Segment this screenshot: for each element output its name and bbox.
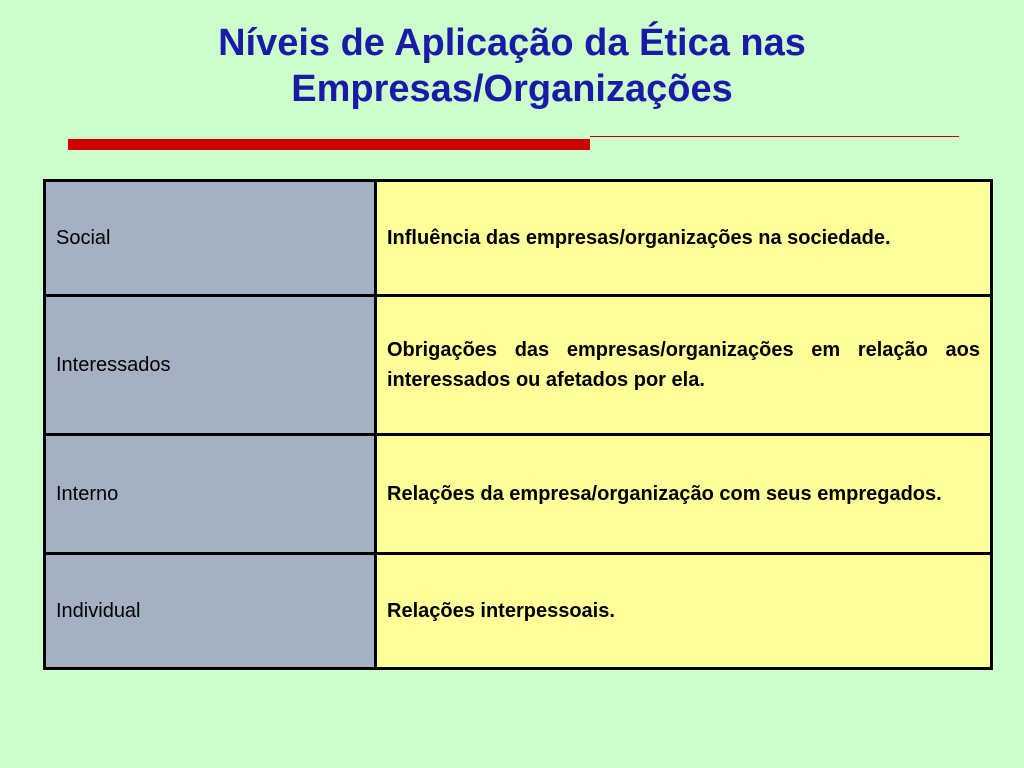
level-name-cell: Individual (45, 554, 376, 669)
slide-title (60, 20, 964, 112)
table-row (45, 554, 992, 669)
title-underline-thin (590, 136, 959, 137)
table-row (45, 435, 992, 554)
level-description-cell: Influência das empresas/organizações na sociedade. (376, 181, 992, 296)
slide-title-line-1: Níveis de Aplicação da Ética nas (218, 22, 806, 64)
level-description-cell: Obrigações das empresas/organizações em relação aos interessados ou afetados por ela. (376, 296, 992, 435)
table-row (45, 296, 992, 435)
ethics-levels-table (43, 179, 993, 670)
level-name-cell: Interno (45, 435, 376, 554)
level-description-cell: Relações interpessoais. (376, 554, 992, 669)
table-row (45, 181, 992, 296)
slide-title-line-2: Empresas/Organizações (291, 68, 733, 110)
level-description-cell: Relações da empresa/organização com seus empregados. (376, 435, 992, 554)
level-name-cell: Interessados (45, 296, 376, 435)
title-underline-thick (68, 139, 590, 150)
level-name-cell: Social (45, 181, 376, 296)
